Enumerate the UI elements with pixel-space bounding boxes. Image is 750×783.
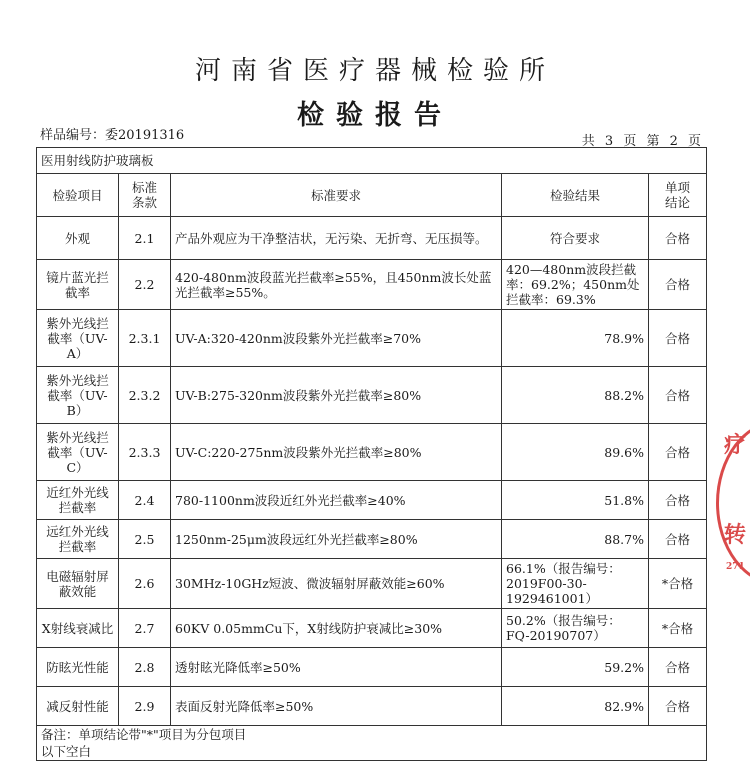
row-item: 减反射性能 (37, 687, 119, 726)
row-clause: 2.2 (119, 260, 171, 310)
row-item: 紫外光线拦截率（UV-A） (37, 310, 119, 367)
row-clause: 2.3.3 (119, 424, 171, 481)
row-conclusion: 合格 (649, 481, 707, 520)
blank-text: 以下空白 (37, 743, 707, 761)
table-row (37, 367, 707, 424)
row-result: 88.2% (502, 367, 649, 424)
col-header-result: 检验结果 (502, 174, 649, 217)
inspection-table (36, 147, 707, 761)
row-requirement: 30MHz-10GHz短波、微波辐射屏蔽效能≥60% (171, 559, 502, 609)
col-header-conclusion: 单项 结论 (649, 174, 707, 217)
row-clause: 2.9 (119, 687, 171, 726)
row-result: 符合要求 (502, 217, 649, 260)
row-result: 420—480nm波段拦截率：69.2%；450nm处拦截率：69.3% (502, 260, 649, 310)
row-conclusion: 合格 (649, 687, 707, 726)
row-conclusion: 合格 (649, 260, 707, 310)
row-item: 外观 (37, 217, 119, 260)
product-name: 医用射线防护玻璃板 (37, 148, 707, 174)
col-header-requirement: 标准要求 (171, 174, 502, 217)
row-requirement: 780-1100nm波段近红外光拦截率≥40% (171, 481, 502, 520)
row-requirement: UV-A:320-420nm波段紫外光拦截率≥70% (171, 310, 502, 367)
row-requirement: 60KV 0.05mmCu下，X射线防护衰减比≥30% (171, 609, 502, 648)
table-row (37, 310, 707, 367)
row-clause: 2.8 (119, 648, 171, 687)
row-item: 镜片蓝光拦截率 (37, 260, 119, 310)
row-item: 紫外光线拦截率（UV-C） (37, 424, 119, 481)
row-requirement: 420-480nm波段蓝光拦截率≥55%，且450nm波长处蓝光拦截率≥55%。 (171, 260, 502, 310)
table-row (37, 648, 707, 687)
row-item: X射线衰减比 (37, 609, 119, 648)
row-conclusion: 合格 (649, 520, 707, 559)
table-row (37, 217, 707, 260)
row-requirement: 透射眩光降低率≥50% (171, 648, 502, 687)
row-result: 50.2%（报告编号：FQ-20190707） (502, 609, 649, 648)
row-clause: 2.4 (119, 481, 171, 520)
table-row (37, 559, 707, 609)
product-row (37, 148, 707, 174)
row-clause: 2.7 (119, 609, 171, 648)
row-conclusion: *合格 (649, 559, 707, 609)
row-item: 防眩光性能 (37, 648, 119, 687)
table-row (37, 520, 707, 559)
seal-char-1: 疗 (724, 432, 747, 458)
row-clause: 2.5 (119, 520, 171, 559)
row-item: 近红外光线拦截率 (37, 481, 119, 520)
table-row (37, 481, 707, 520)
row-requirement: UV-B:275-320nm波段紫外光拦截率≥80% (171, 367, 502, 424)
row-conclusion: 合格 (649, 367, 707, 424)
table-row (37, 424, 707, 481)
row-clause: 2.3.1 (119, 310, 171, 367)
row-item: 电磁辐射屏蔽效能 (37, 559, 119, 609)
row-result: 78.9% (502, 310, 649, 367)
row-requirement: UV-C:220-275nm波段紫外光拦截率≥80% (171, 424, 502, 481)
row-clause: 2.3.2 (119, 367, 171, 424)
seal-char-3: 271 (726, 562, 745, 572)
row-result: 51.8% (502, 481, 649, 520)
table-row (37, 687, 707, 726)
sample-number: 样品编号：委20191316 (40, 128, 185, 143)
institute-name: 河南省医疗器械检验所 (194, 56, 555, 86)
col-header-item: 检验项目 (37, 174, 119, 217)
row-requirement: 产品外观应为干净整洁状，无污染、无折弯、无压损等。 (171, 217, 502, 260)
note-text: 备注：单项结论带"*"项目为分包项目 (37, 726, 707, 744)
row-result: 82.9% (502, 687, 649, 726)
row-conclusion: 合格 (649, 424, 707, 481)
row-conclusion: 合格 (649, 648, 707, 687)
row-result: 89.6% (502, 424, 649, 481)
row-result: 88.7% (502, 520, 649, 559)
row-result: 66.1%（报告编号：2019F00-30-1929461001） (502, 559, 649, 609)
col-header-clause: 标准 条款 (119, 174, 171, 217)
report-title: 检验报告 (297, 100, 453, 131)
row-result: 59.2% (502, 648, 649, 687)
table-row (37, 609, 707, 648)
row-clause: 2.6 (119, 559, 171, 609)
row-conclusion: 合格 (649, 217, 707, 260)
row-item: 紫外光线拦截率（UV-B） (37, 367, 119, 424)
seal-char-2: 转 (724, 522, 747, 548)
table-row (37, 260, 707, 310)
row-conclusion: *合格 (649, 609, 707, 648)
header-row (37, 174, 707, 217)
row-requirement: 表面反射光降低率≥50% (171, 687, 502, 726)
row-requirement: 1250nm-25μm波段远红外光拦截率≥80% (171, 520, 502, 559)
red-seal-stamp (712, 420, 750, 580)
blank-row (37, 743, 707, 761)
row-clause: 2.1 (119, 217, 171, 260)
row-conclusion: 合格 (649, 310, 707, 367)
page-info: 共 3 页 第 2 页 (581, 134, 704, 149)
note-row (37, 726, 707, 744)
row-item: 远红外光线拦截率 (37, 520, 119, 559)
